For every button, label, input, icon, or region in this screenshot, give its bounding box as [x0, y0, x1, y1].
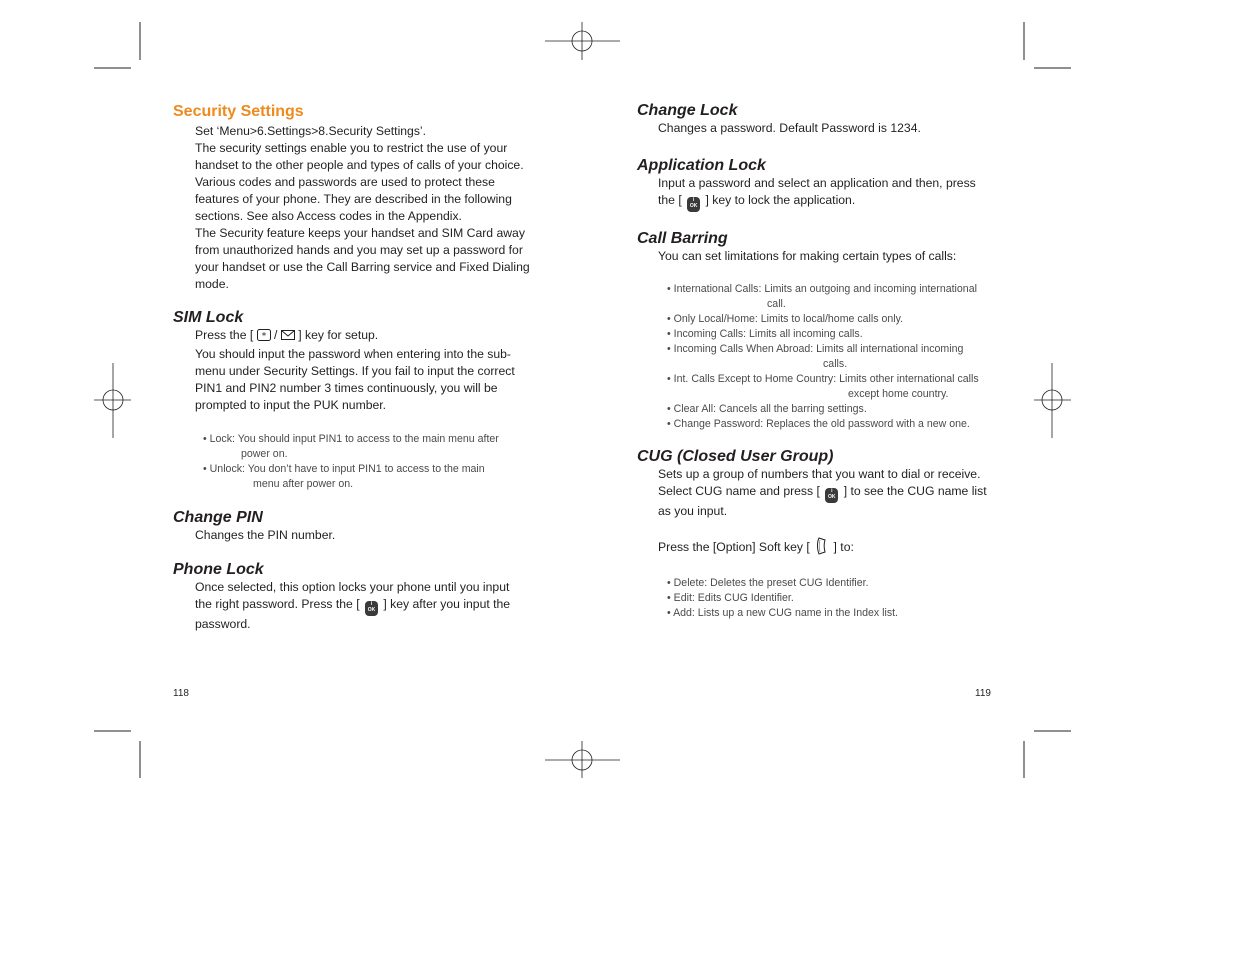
soft-key-icon — [816, 537, 827, 560]
intro-line: sections. See also Access codes in the Appendix. — [195, 209, 462, 223]
change-pin-text: Changes the PIN number. — [195, 528, 336, 542]
line-post: ] to: — [833, 540, 854, 554]
cug-body — [658, 466, 1007, 560]
line-post: ] key after you input the — [383, 597, 511, 611]
line-post: ] key to lock the application. — [705, 193, 856, 207]
heading-change-lock: Change Lock — [637, 102, 738, 119]
bullet-item — [203, 432, 543, 462]
line-pre: Press the [Option] Soft key [ — [658, 540, 810, 554]
bullet-item: • Add: Lists up a new CUG name in the Index list. — [667, 607, 899, 619]
sim-lock-key-line — [195, 327, 543, 346]
call-barring-text: You can set limitations for making certain types of calls: — [658, 249, 957, 263]
application-lock-line: Input a password and select an application and then, press — [658, 176, 976, 190]
line-pre: the [ — [658, 193, 682, 207]
bullet-item — [203, 462, 543, 492]
sim-lock-body — [195, 327, 543, 414]
bullet-item: • Clear All: Cancels all the barring settings. — [667, 403, 867, 415]
right-page — [637, 102, 1007, 621]
ok-key-icon: i OK — [365, 601, 378, 616]
bullet-continuation: power on. — [241, 448, 288, 460]
bullet-item: • Incoming Calls: Limits all incoming calls. — [667, 328, 863, 340]
heading-call-barring: Call Barring — [637, 230, 728, 247]
ok-key-icon: i OK — [687, 197, 700, 212]
intro-line: The Security feature keeps your handset and SIM Card away — [195, 226, 525, 240]
sim-lock-line: You should input the password when entering into the sub- — [195, 347, 511, 361]
line-pre: Select CUG name and press [ — [658, 484, 820, 498]
intro-line: your handset or use the Call Barring service and Fixed Dialing — [195, 260, 530, 274]
heading-phone-lock: Phone Lock — [173, 561, 264, 578]
intro-text — [195, 123, 543, 293]
key-line-pre: Press the [ — [195, 328, 254, 342]
envelope-key-icon — [281, 329, 295, 346]
intro-line: mode. — [195, 277, 229, 291]
cug-option-line — [658, 537, 1007, 560]
line-post: ] to see the CUG name list — [843, 484, 987, 498]
bullet-text: • Lock: You should input PIN1 to access to the main menu after — [203, 433, 499, 445]
phone-lock-line: Once selected, this option locks your phone until you input — [195, 580, 510, 594]
key-line-post: ] key for setup. — [298, 328, 379, 342]
key-line-sep: / — [274, 328, 278, 342]
bullet-item — [667, 372, 1007, 402]
phone-lock-body — [195, 579, 543, 633]
bullet-item: • Delete: Deletes the preset CUG Identifier. — [667, 577, 869, 589]
call-barring-bullets — [667, 282, 1007, 432]
bullet-item: • Edit: Edits CUG Identifier. — [667, 592, 794, 604]
bullet-continuation: call. — [767, 298, 786, 310]
phone-lock-line — [195, 596, 543, 616]
intro-line: from unauthorized hands and you may set up a password for — [195, 243, 523, 257]
phone-lock-line: password. — [195, 617, 251, 631]
intro-line: handset to the other people and types of calls of your choice. — [195, 158, 524, 172]
page-number-left: 118 — [173, 688, 189, 699]
line-pre: the right password. Press the [ — [195, 597, 360, 611]
intro-line: features of your phone. They are described in the following — [195, 192, 512, 206]
heading-application-lock: Application Lock — [637, 157, 766, 174]
bullet-continuation: calls. — [823, 358, 848, 370]
cug-line: as you input. — [658, 504, 728, 518]
star-key-icon — [257, 329, 271, 346]
bullet-text: • International Calls: Limits an outgoing and incoming international — [667, 283, 977, 295]
intro-line: Set ‘Menu>6.Settings>8.Security Settings’. — [195, 124, 427, 138]
heading-cug: CUG (Closed User Group) — [637, 448, 834, 465]
intro-line: The security settings enable you to restrict the use of your — [195, 141, 508, 155]
cug-line: Sets up a group of numbers that you want to dial or receive. — [658, 467, 981, 481]
section-title-security-settings: Security Settings — [173, 103, 304, 120]
cug-line — [658, 483, 1007, 503]
change-lock-text: Changes a password. Default Password is 1234. — [658, 121, 921, 135]
ok-key-icon: i OK — [825, 488, 838, 503]
heading-sim-lock: SIM Lock — [173, 309, 244, 326]
sim-lock-bullets — [203, 432, 543, 492]
bullet-item — [667, 342, 1007, 372]
heading-change-pin: Change PIN — [173, 509, 263, 526]
bullet-item: • Only Local/Home: Limits to local/home calls only. — [667, 313, 904, 325]
sim-lock-line: prompted to input the PUK number. — [195, 398, 387, 412]
page-number-right: 119 — [975, 688, 991, 699]
svg-text:*: * — [261, 331, 266, 341]
bullet-item — [667, 282, 1007, 312]
sim-lock-line: menu under Security Settings. If you fail to input the correct — [195, 364, 515, 378]
intro-line: Various codes and passwords are used to protect these — [195, 175, 495, 189]
application-lock-line — [658, 192, 1007, 212]
bullet-continuation: except home country. — [848, 388, 949, 400]
bullet-continuation: menu after power on. — [253, 478, 354, 490]
application-lock-body — [658, 175, 1007, 212]
bullet-text: • Int. Calls Except to Home Country: Limits other international calls — [667, 373, 979, 385]
bullet-text: • Unlock: You don’t have to input PIN1 to access to the main — [203, 463, 485, 475]
bullet-item: • Change Password: Replaces the old password with a new one. — [667, 418, 970, 430]
left-page — [173, 102, 543, 633]
cug-bullets — [667, 576, 1007, 621]
bullet-text: • Incoming Calls When Abroad: Limits all international incoming — [667, 343, 964, 355]
sim-lock-line: PIN1 and PIN2 number 3 times continuously, you will be — [195, 381, 498, 395]
